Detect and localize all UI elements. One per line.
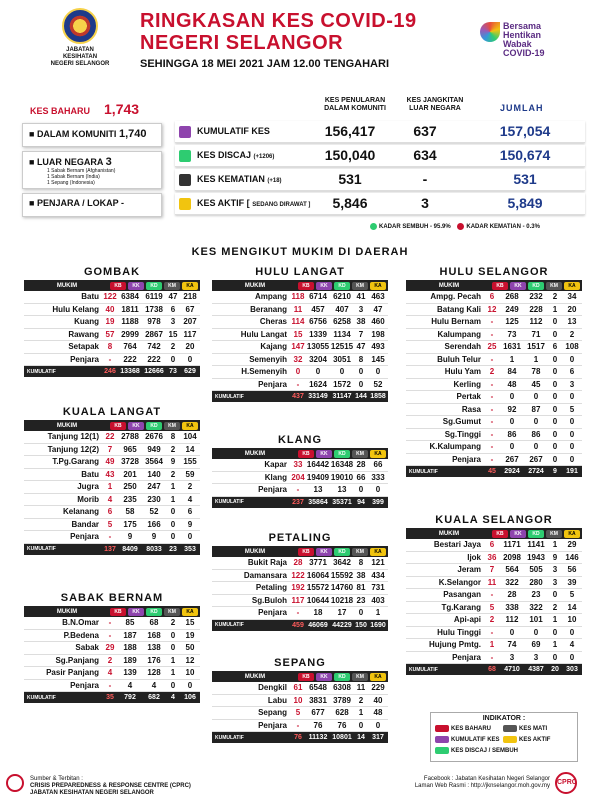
kk-badge: KK <box>316 450 332 458</box>
ka-badge: KA <box>182 282 198 290</box>
table-row: Kalumpang - 73 71 0 2 <box>406 329 582 342</box>
kb-badge: KB <box>298 548 314 556</box>
ka-badge: KA <box>182 608 198 616</box>
kk-badge: KK <box>128 422 144 430</box>
black-square-icon <box>179 174 191 186</box>
table-row: Sg.Buloh 117 10644 10218 23 403 <box>212 595 388 608</box>
total-row: KUMULATIF 35 792 682 4 106 <box>24 692 200 703</box>
title-line-2: NEGERI SELANGOR <box>140 32 344 54</box>
table-row: Petaling 192 15572 14760 81 731 <box>212 582 388 595</box>
date-subtitle: SEHINGGA 18 MEI 2021 JAM 12.00 TENGAHARI <box>140 58 390 70</box>
kb-badge: KB <box>110 422 126 430</box>
table-row: Tanjung 12(1) 22 2788 2676 8 104 <box>24 431 200 444</box>
table-row: Bandar 5 175 166 0 9 <box>24 519 200 532</box>
table-row: Sepang 5 677 628 1 48 <box>212 707 388 720</box>
table-row: Hulu Kelang 40 1811 1738 6 67 <box>24 304 200 317</box>
district-hulu-selangor <box>406 266 582 477</box>
kd-badge <box>435 747 449 754</box>
section-title: KES MENGIKUT MUKIM DI DAERAH <box>191 246 409 258</box>
table-row: Hulu Bernam - 125 112 0 13 <box>406 316 582 329</box>
kk-badge: KK <box>316 282 332 290</box>
table-row: Rasa - 92 87 0 5 <box>406 404 582 417</box>
rates: KADAR SEMBUH - 95.9% KADAR KEMATIAN - 0.3% <box>370 223 540 230</box>
kd-badge: KD <box>334 673 350 681</box>
luar-negara-box: ■ LUAR NEGARA 3 1 Sabak Bernam (Afghanistan) 1 Sabak Bernam (India) 1 Sepang (Indonesia) <box>22 151 162 189</box>
jkns-logo <box>50 8 110 68</box>
kb-badge: KB <box>492 282 508 290</box>
district-kuala-langat <box>24 406 200 555</box>
table-row: Jeram 7 564 505 3 56 <box>406 564 582 577</box>
total-row: KUMULATIF 45 2924 2724 9 191 <box>406 466 582 477</box>
km-badge: KM <box>352 673 368 681</box>
table-header: MUKIM KB KK KD KM KA <box>212 546 388 557</box>
district-kuala-selangor <box>406 514 582 675</box>
table-row: Ampg. Pecah 6 268 232 2 34 <box>406 291 582 304</box>
table-header: MUKIM KB KK KD KM KA <box>24 420 200 431</box>
table-row: Kapar 33 16442 16348 28 66 <box>212 459 388 472</box>
table-row: Damansara 122 16064 15592 38 434 <box>212 570 388 583</box>
table-row: Penjara - 1624 1572 0 52 <box>212 379 388 392</box>
km-badge: KM <box>164 422 180 430</box>
table-row: Penjara - 76 76 0 0 <box>212 720 388 733</box>
table-row: Tg.Karang 5 338 322 2 14 <box>406 602 582 615</box>
table-row: P.Bedena - 187 168 0 19 <box>24 630 200 643</box>
kd-badge: KD <box>146 282 162 290</box>
total-row: KUMULATIF 459 46069 44229 150 1690 <box>212 620 388 631</box>
col-jumlah-header: JUMLAH <box>500 103 544 113</box>
col-komuniti-header: KES PENULARAN DALAM KOMUNITI <box>324 97 386 112</box>
table-row: Hujung Pmtg. 1 74 69 1 4 <box>406 639 582 652</box>
table-row: Pasangan - 28 23 0 5 <box>406 589 582 602</box>
red-dot-icon <box>457 223 464 230</box>
table-row: Bestari Jaya 6 1171 1141 1 29 <box>406 539 582 552</box>
table-row: Cheras 114 6756 6258 38 460 <box>212 316 388 329</box>
kb-badge <box>435 725 449 732</box>
kb-badge: KB <box>298 673 314 681</box>
km-badge: KM <box>546 282 562 290</box>
district-name: KUALA LANGAT <box>62 406 162 418</box>
table-row: Beranang 11 457 407 3 47 <box>212 304 388 317</box>
district-name: KUALA SELANGOR <box>435 514 553 526</box>
total-row: KUMULATIF 246 13368 12666 73 629 <box>24 366 200 377</box>
district-gombak <box>24 266 200 377</box>
table-row: Ijok 36 2098 1943 9 146 <box>406 552 582 565</box>
table-row: Penjara - 267 267 0 0 <box>406 454 582 467</box>
km-badge: KM <box>352 548 368 556</box>
district-name: GOMBAK <box>83 266 141 278</box>
total-row: KUMULATIF 137 8409 8033 23 353 <box>24 544 200 555</box>
table-row: Penjara - 13 13 0 0 <box>212 484 388 497</box>
total-row: KUMULATIF 237 35864 35371 94 399 <box>212 497 388 508</box>
table-header: MUKIM KB KK KD KM KA <box>212 280 388 291</box>
total-row: KUMULATIF 76 11132 10801 14 317 <box>212 732 388 743</box>
table-row: Hulu Langat 15 1339 1134 7 198 <box>212 329 388 342</box>
kk-badge: KK <box>128 282 144 290</box>
km-badge: KM <box>352 282 368 290</box>
table-row: Penjara - 4 4 0 0 <box>24 680 200 693</box>
kb-badge: KB <box>298 282 314 290</box>
table-row: Kuang 19 1188 978 3 207 <box>24 316 200 329</box>
kb-badge: KB <box>492 530 508 538</box>
table-row: Penjara - 18 17 0 1 <box>212 607 388 620</box>
kd-badge: KD <box>146 422 162 430</box>
table-row: B.N.Omar - 85 68 2 15 <box>24 617 200 630</box>
table-row: Morib 4 235 230 1 4 <box>24 494 200 507</box>
bird-icon <box>480 22 500 42</box>
district-name: KLANG <box>277 434 323 446</box>
table-row: Penjara - 3 3 0 0 <box>406 652 582 665</box>
table-row: Setapak 8 764 742 2 20 <box>24 341 200 354</box>
table-row: Kelanang 6 58 52 0 6 <box>24 506 200 519</box>
table-row: Penjara - 222 222 0 0 <box>24 354 200 367</box>
kb-badge: KB <box>110 608 126 616</box>
kk-badge <box>435 736 449 743</box>
table-row: Hulu Tinggi - 0 0 0 0 <box>406 627 582 640</box>
kb-badge: KB <box>298 450 314 458</box>
district-petaling <box>212 532 388 631</box>
kk-badge: KK <box>316 673 332 681</box>
komuniti-box: ■ DALAM KOMUNITI 1,740 <box>22 123 162 147</box>
table-row: Hulu Yam 2 84 78 0 6 <box>406 366 582 379</box>
table-row: Jugra 1 250 247 1 2 <box>24 481 200 494</box>
table-row: Rawang 57 2999 2867 15 117 <box>24 329 200 342</box>
table-row: Sg.Tinggi - 86 86 0 0 <box>406 429 582 442</box>
district-sepang <box>212 657 388 743</box>
table-row: Dengkil 61 6548 6308 11 229 <box>212 682 388 695</box>
cprc-logo: CPRC <box>555 772 577 794</box>
table-row: Pertak - 0 0 0 0 <box>406 391 582 404</box>
table-row: K.Selangor 11 322 280 3 39 <box>406 577 582 590</box>
kk-badge: KK <box>316 548 332 556</box>
km-badge: KM <box>164 282 180 290</box>
kk-badge: KK <box>128 608 144 616</box>
title-line-1: RINGKASAN KES COVID-19 <box>140 10 417 32</box>
kd-badge: KD <box>528 282 544 290</box>
campaign-logo: Bersama Hentikan Wabak COVID-19 <box>480 22 580 58</box>
kes-baharu: KES BAHARU 1,743 <box>30 101 140 117</box>
table-header: MUKIM KB KK KD KM KA <box>406 280 582 291</box>
district-klang <box>212 434 388 508</box>
malaysia-crest-icon <box>62 8 98 44</box>
table-header: MUKIM KB KK KD KM KA <box>24 280 200 291</box>
district-name: SABAK BERNAM <box>60 592 164 604</box>
table-row: H.Semenyih 0 0 0 0 0 <box>212 366 388 379</box>
kk-badge: KK <box>510 282 526 290</box>
table-header: MUKIM KB KK KD KM KA <box>212 671 388 682</box>
table-row: Batang Kali 12 249 228 1 20 <box>406 304 582 317</box>
table-row: Sabak 29 188 138 0 50 <box>24 642 200 655</box>
table-header: MUKIM KB KK KD KM KA <box>212 448 388 459</box>
col-luar-header: KES JANGKITAN LUAR NEGARA <box>406 97 464 112</box>
table-row: Tanjung 12(2) 7 965 949 2 14 <box>24 444 200 457</box>
ka-badge: KA <box>182 422 198 430</box>
table-row: Buluh Telur - 1 1 0 0 <box>406 354 582 367</box>
page-title <box>140 10 440 70</box>
km-badge: KM <box>352 450 368 458</box>
ka-badge: KA <box>564 530 580 538</box>
legend: INDIKATOR : KES BAHARU KES MATI KUMULATIF KES KES AKTIF KES DISCAJ / SEMBUH <box>430 712 578 762</box>
table-row: Api-api 2 112 101 1 10 <box>406 614 582 627</box>
ka-badge: KA <box>370 282 386 290</box>
kk-badge: KK <box>510 530 526 538</box>
table-row: Serendah 25 1631 1517 6 108 <box>406 341 582 354</box>
table-row: Batu 43 201 140 2 59 <box>24 469 200 482</box>
kd-badge: KD <box>334 450 350 458</box>
ka-badge: KA <box>370 548 386 556</box>
total-row: KUMULATIF 68 4710 4387 20 303 <box>406 664 582 675</box>
total-row: KUMULATIF 437 33149 31147 144 1858 <box>212 391 388 402</box>
kd-badge: KD <box>528 530 544 538</box>
table-row: Pasir Panjang 4 139 128 1 10 <box>24 667 200 680</box>
table-row: K.Kalumpang - 0 0 0 0 <box>406 441 582 454</box>
footer: Sumber & Terbitan : CRISIS PREPAREDNESS & RESPONSE CENTRE (CPRC) JABATAN KESIHATAN NEGERI SELANGOR Facebook : Jabatan Kesihatan Negeri Selangor Laman Web Rasmi : http://jknselangor.moh.gov.my CPRC <box>0 768 600 800</box>
km-badge <box>503 725 517 732</box>
header <box>0 0 600 92</box>
ka-badge <box>503 736 517 743</box>
kd-badge: KD <box>334 282 350 290</box>
district-name: PETALING <box>268 532 332 544</box>
km-badge: KM <box>546 530 562 538</box>
ka-badge: KA <box>370 450 386 458</box>
table-row: Sg.Gumut - 0 0 0 0 <box>406 416 582 429</box>
table-row: Penjara - 9 9 0 0 <box>24 531 200 544</box>
table-row: Klang 204 19409 19010 66 333 <box>212 472 388 485</box>
summary-row: KES DISCAJ (+1206) 150,040 634 150,674 <box>175 145 585 167</box>
summary-row: KUMULATIF KES 156,417 637 157,054 <box>175 121 585 143</box>
summary-panel <box>0 95 600 235</box>
table-row: Semenyih 32 3204 3051 8 145 <box>212 354 388 367</box>
kd-badge: KD <box>334 548 350 556</box>
green-dot-icon <box>370 223 377 230</box>
kd-badge: KD <box>146 608 162 616</box>
ka-badge: KA <box>370 673 386 681</box>
heart-logo-icon <box>6 774 24 792</box>
green-square-icon <box>179 150 191 162</box>
table-row: Labu 10 3831 3789 2 40 <box>212 695 388 708</box>
district-hulu-langat <box>212 266 388 402</box>
purple-square-icon <box>179 126 191 138</box>
district-name: HULU SELANGOR <box>439 266 549 278</box>
yellow-square-icon <box>179 198 191 210</box>
table-row: Ampang 118 6714 6210 41 463 <box>212 291 388 304</box>
summary-row: KES AKTIF [ SEDANG DIRAWAT ] 5,846 3 5,849 <box>175 193 585 215</box>
table-row: Sg.Panjang 2 189 176 1 12 <box>24 655 200 668</box>
table-row: Kajang 147 13055 12515 47 493 <box>212 341 388 354</box>
kb-badge: KB <box>110 282 126 290</box>
table-row: Bukit Raja 28 3771 3642 8 121 <box>212 557 388 570</box>
table-row: Kerling - 48 45 0 3 <box>406 379 582 392</box>
table-header: MUKIM KB KK KD KM KA <box>406 528 582 539</box>
km-badge: KM <box>164 608 180 616</box>
dept-name: JABATAN KESIHATAN NEGERI SELANGOR <box>50 47 110 67</box>
table-header: MUKIM KB KK KD KM KA <box>24 606 200 617</box>
district-name: SEPANG <box>274 657 326 669</box>
table-row: Batu 122 6384 6119 47 218 <box>24 291 200 304</box>
table-row: T.Pg.Garang 49 3728 3564 9 155 <box>24 456 200 469</box>
penjara-box: ■ PENJARA / LOKAP - <box>22 193 162 217</box>
district-name: HULU LANGAT <box>255 266 345 278</box>
district-sabak-bernam <box>24 592 200 703</box>
ka-badge: KA <box>564 282 580 290</box>
summary-row: KES KEMATIAN (+18) 531 - 531 <box>175 169 585 191</box>
